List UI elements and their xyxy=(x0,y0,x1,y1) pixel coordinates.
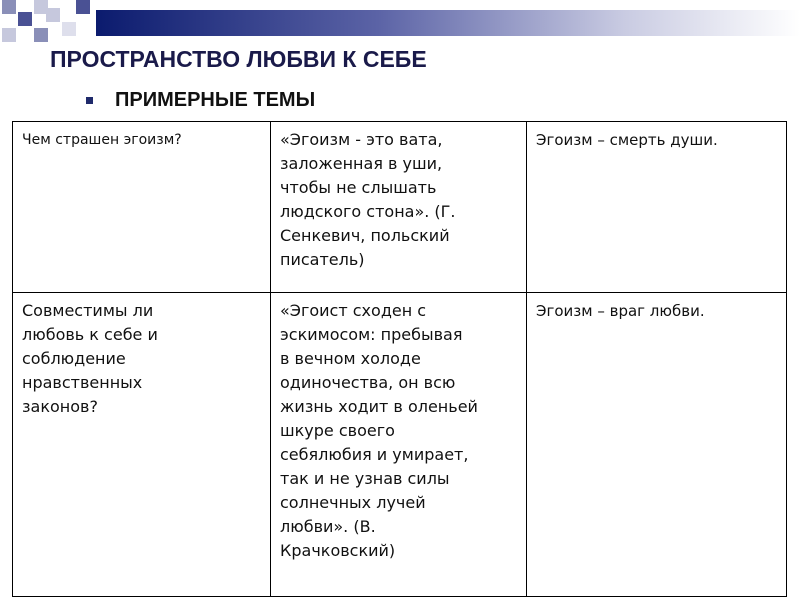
decor-square xyxy=(76,0,90,14)
bullet-icon xyxy=(86,97,93,104)
topics-table xyxy=(12,121,787,597)
decor-square xyxy=(18,12,32,26)
decor-square xyxy=(46,8,60,22)
thesis-cell: Эгоизм – враг любви. xyxy=(527,293,787,597)
question-cell: Совместимы ли любовь к себе и соблюдение нравственных законов? xyxy=(13,293,271,597)
table-row xyxy=(13,122,787,293)
question-cell: Чем страшен эгоизм? xyxy=(13,122,271,293)
thesis-cell: Эгоизм – смерть души. xyxy=(527,122,787,293)
table-row xyxy=(13,293,787,597)
subtitle-bullet-row xyxy=(86,86,315,114)
header-gradient-band xyxy=(96,10,800,36)
decor-square xyxy=(62,22,76,36)
quote-cell: «Эгоист сходен с эскимосом: пребывая в вечном холоде одиночества, он всю жизнь ходит в оленьей шкуре своего себялюбия и умирает, так и не узнав силы солнечных лучей любви». (В. Крачковский) xyxy=(271,293,527,597)
decor-square xyxy=(34,28,48,42)
decor-square xyxy=(2,0,16,14)
decor-square xyxy=(2,28,16,42)
quote-cell: «Эгоизм - это вата, заложенная в уши, чтобы не слышать людского стона». (Г. Сенкевич, польский писатель) xyxy=(271,122,527,293)
header-decoration xyxy=(0,0,800,52)
subtitle: ПРИМЕРНЫЕ ТЕМЫ xyxy=(115,88,316,111)
page-title: ПРОСТРАНСТВО ЛЮБВИ К СЕБЕ xyxy=(50,46,427,72)
